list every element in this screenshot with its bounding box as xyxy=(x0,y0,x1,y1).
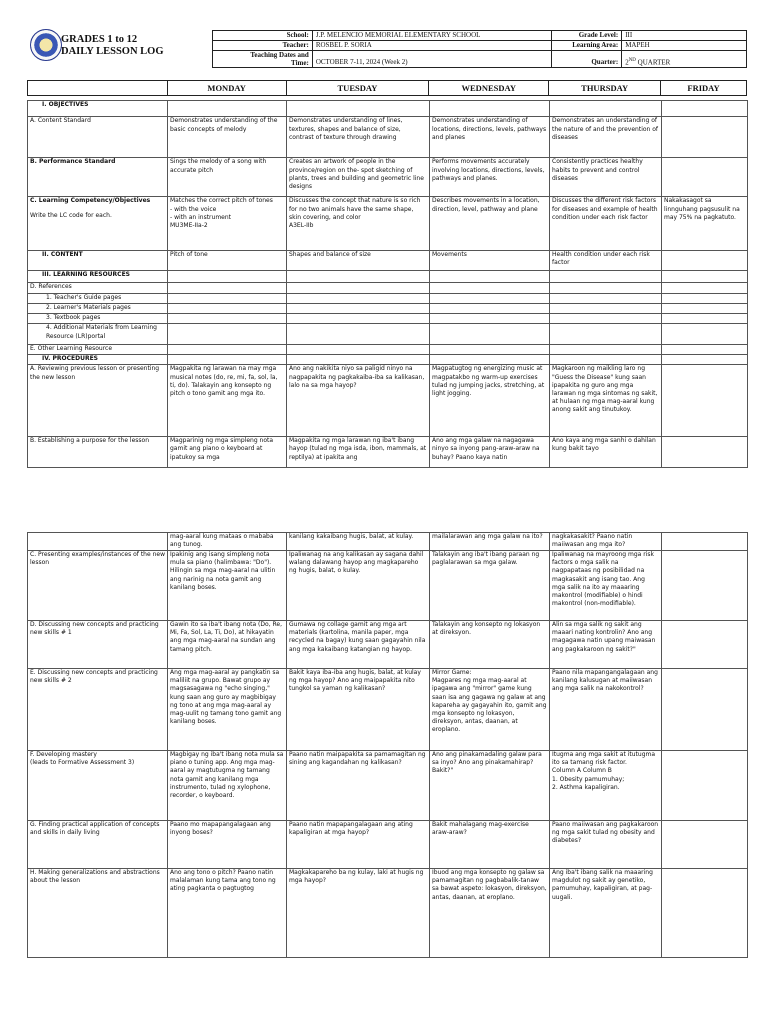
row-label: D. Discussing new concepts and practicing new skills # 1 xyxy=(28,621,168,669)
cell: Matches the correct pitch of tones - with the voice - with an instrument MU3ME-IIa-2 xyxy=(168,197,287,250)
cell: Nakakasagot sa linnguhang pagsusulit na may 75% na pagkatuto. xyxy=(662,197,748,250)
lesson-table-page2 xyxy=(27,532,748,958)
cell xyxy=(168,355,287,365)
cell: Magpakita ng larawan na may mga musical notes (do, re, mi, fa, sol, la, ti, do). Talakayin ang konsepto ng pitch o tono gamit ang mga ito. xyxy=(168,365,287,437)
row-label: 1. Teacher's Guide pages xyxy=(28,293,168,303)
row-label: A. Content Standard xyxy=(28,117,168,158)
school-value: J.P. MELENCIO MEMORIAL ELEMENTARY SCHOOL xyxy=(312,31,551,41)
row-label: C. Presenting examples/instances of the new lesson xyxy=(28,551,168,621)
cell xyxy=(662,324,748,345)
cell: Ipakinig ang isang simpleng nota mula sa piano (halimbawa: "Do"). Hilingin sa mga mag-aaral na ulitin ang narinig na nota gamit ang kanilang boses. xyxy=(168,551,287,621)
cell: Ibuod ang mga konsepto ng galaw sa pamamagitan ng pagbabalik-tanaw sa bawat aspeto: lokasyon, direksyon, antas, daanan, at eroplano. xyxy=(430,869,550,958)
row-label: I. OBJECTIVES xyxy=(28,101,168,117)
cell xyxy=(430,271,550,283)
cell: Magkakapareho ba ng kulay, laki at hugis ng mga hayop? xyxy=(287,869,430,958)
cell xyxy=(430,355,550,365)
cell xyxy=(550,293,662,303)
cell: Pitch of tone xyxy=(168,250,287,271)
day-header: FRIDAY xyxy=(661,81,747,96)
cell xyxy=(550,324,662,345)
lc-label: C. Learning Competency/Objectives xyxy=(30,197,151,205)
cell xyxy=(662,551,748,621)
cell xyxy=(662,821,748,869)
row-label: 2. Learner's Materials pages xyxy=(28,303,168,313)
cell xyxy=(662,437,748,468)
cell xyxy=(662,250,748,271)
day-header: MONDAY xyxy=(167,81,286,96)
lesson-table-page1 xyxy=(27,100,748,468)
cell xyxy=(662,344,748,354)
cell: Paano natin maipapakita sa pamamagitan ng sining ang kagandahan ng kalikasan? xyxy=(287,751,430,821)
cell: Magpakita ng mga larawan ng iba't ibang hayop (tulad ng mga isda, ibon, mammals, at reptilya) at ipakita ang xyxy=(287,437,430,468)
row-label: II. CONTENT xyxy=(28,250,168,271)
cell: Gumawa ng collage gamit ang mga art materials (kartolina, manila paper, mga recycled na bagay) kung saan gagayahin nila ang mga kakaibang katangian ng hayop. xyxy=(287,621,430,669)
cell: Demonstrates an understanding of the nature of and the prevention of diseases xyxy=(550,117,662,158)
cell xyxy=(550,283,662,293)
cell: Ano ang mga galaw na nagagawa ninyo sa inyong pang-araw-araw na buhay? Paano kaya natin xyxy=(430,437,550,468)
area-value: MAPEH xyxy=(622,41,747,51)
cell xyxy=(662,293,748,303)
cell xyxy=(550,344,662,354)
cell xyxy=(550,314,662,324)
row-label: IV. PROCEDURES xyxy=(28,355,168,365)
cell xyxy=(287,344,430,354)
dates-value: OCTOBER 7-11, 2024 (Week 2) xyxy=(312,51,551,68)
cell: Consistently practices healthy habits to prevent and control diseases xyxy=(550,158,662,197)
grade-value: III xyxy=(622,31,747,41)
cell: Ano ang pinakamadaling galaw para sa inyo? Ano ang pinakamahirap? Bakit?" xyxy=(430,751,550,821)
title-line-2: DAILY LESSON LOG xyxy=(61,46,164,57)
cell xyxy=(168,271,287,283)
row-label: E. Discussing new concepts and practicing new skills # 2 xyxy=(28,669,168,751)
cell xyxy=(662,621,748,669)
day-header: WEDNESDAY xyxy=(429,81,549,96)
cell xyxy=(550,101,662,117)
row-label: B. Establishing a purpose for the lesson xyxy=(28,437,168,468)
cell: Talakayin ang iba't ibang paraan ng paglalarawan sa mga galaw. xyxy=(430,551,550,621)
cell: Alin sa mga salik ng sakit ang maaari nating kontrolin? Ano ang magagawa natin upang maiwasan ang pagkakaroon ng sakit?" xyxy=(550,621,662,669)
row-label: A. Reviewing previous lesson or presenting the new lesson xyxy=(28,365,168,437)
quarter-suffix: ND xyxy=(628,57,636,63)
cell: Paano maiiwasan ang pagkakaroon ng mga sakit tulad ng obesity and diabetes? xyxy=(550,821,662,869)
cell: Discusses the different risk factors for diseases and example of health condition under each risk factor xyxy=(550,197,662,250)
row-label: D. References xyxy=(28,283,168,293)
cell xyxy=(430,101,550,117)
cell: Itugma ang mga sakit at itutugma ito sa tamang risk factor. Column A Column B 1. Obesity pamumuhay; 2. Asthma kapaligiran. xyxy=(550,751,662,821)
cell xyxy=(662,117,748,158)
row-label: G. Finding practical application of concepts and skills in daily living xyxy=(28,821,168,869)
cell: Magbigay ng iba't ibang nota mula sa piano o tuning app. Ang mga mag-aaral ay magtutugma ng tamang nota gamit ang kanilang mga instrumento, tulad ng xylophone, recorder, o keyboard. xyxy=(168,751,287,821)
row-label: III. LEARNING RESOURCES xyxy=(28,271,168,283)
cell xyxy=(287,101,430,117)
cell: Ang mga mag-aaral ay pangkatin sa maliliit na grupo. Bawat grupo ay magsasagawa ng "echo singing," kung saan ang guro ay magbibigay ng tono at ang mga mag-aaral ay mag-uulit ng tamang tono gamit ang kanilang boses. xyxy=(168,669,287,751)
cell xyxy=(662,158,748,197)
cell: Health condition under each risk factor xyxy=(550,250,662,271)
cell: Paano mo mapapangalagaan ang inyong boses? xyxy=(168,821,287,869)
row-label: B. Performance Standard xyxy=(28,158,168,197)
cell: Creates an artwork of people in the province/region on the- spot sketching of plants, trees and building and geometric line designs xyxy=(287,158,430,197)
cell: Gawin ito sa iba't ibang nota (Do, Re, Mi, Fa, Sol, La, Ti, Do), at hikayatin ang mga mag-aaral na sundan ang tamang pitch. xyxy=(168,621,287,669)
quarter-text: QUARTER xyxy=(635,58,671,66)
cell xyxy=(287,303,430,313)
form-title xyxy=(61,34,164,58)
cell xyxy=(662,355,748,365)
cell: Movements xyxy=(430,250,550,271)
quarter-number: 2 xyxy=(625,58,629,66)
cell: Paano nila mapangangalagaan ang kanilang kalusugan at maiiwasan ang mga salik na nakokontrol? xyxy=(550,669,662,751)
row-label xyxy=(28,533,168,551)
cell xyxy=(662,365,748,437)
cell: Performs movements accurately involving locations, directions, levels, pathways and planes. xyxy=(430,158,550,197)
cell xyxy=(168,303,287,313)
day-header: TUESDAY xyxy=(286,81,429,96)
day-header-blank xyxy=(28,81,168,96)
lc-note: Write the LC code for each. xyxy=(30,211,112,219)
area-label: Learning Area: xyxy=(552,41,622,51)
cell xyxy=(430,324,550,345)
cell xyxy=(662,751,748,821)
cell: kanilang kakaibang hugis, balat, at kulay. xyxy=(287,533,430,551)
cell xyxy=(168,344,287,354)
cell xyxy=(662,271,748,283)
row-label: E. Other Learning Resource xyxy=(28,344,168,354)
cell: Demonstrates understanding of the basic concepts of melody xyxy=(168,117,287,158)
cell xyxy=(550,271,662,283)
cell: Ipaliwanag na mayroong mga risk factors o mga salik na nagpapataas ng posibilidad na magkasakit ang isang tao. Ang mga salik na ito ay maaaring makontrol (modifiable) o hindi makontrol (non-modifiable). xyxy=(550,551,662,621)
cell: Magkaroon ng maikling laro ng "Guess the Disease" kung saan ipapakita ng guro ang mga larawan ng mga sintomas ng sakit, at hulaan ng mga mag-aaral kung anong sakit ang tinutukoy. xyxy=(550,365,662,437)
cell xyxy=(662,303,748,313)
cell xyxy=(168,283,287,293)
cell xyxy=(430,293,550,303)
cell xyxy=(430,303,550,313)
cell xyxy=(168,324,287,345)
cell xyxy=(662,283,748,293)
cell: Discusses the concept that nature is so rich for no two animals have the same shape, skin covering, and color A3EL-IIb xyxy=(287,197,430,250)
cell: mag-aaral kung mataas o mababa ang tunog. xyxy=(168,533,287,551)
cell: Ang iba't ibang salik na maaaring magdulot ng sakit ay genetiko, pamumuhay, kapaligiran, at pag-uugali. xyxy=(550,869,662,958)
teacher-value: ROSBEL P. SORIA xyxy=(312,41,551,51)
cell xyxy=(287,271,430,283)
cell xyxy=(287,324,430,345)
cell: Demonstrates understanding of lines, textures, shapes and balance of size, contrast of texture through drawing xyxy=(287,117,430,158)
cell: Describes movements in a location, direction, level, pathway and plane xyxy=(430,197,550,250)
day-header: THURSDAY xyxy=(549,81,661,96)
quarter-label: Quarter: xyxy=(552,51,622,68)
cell xyxy=(430,314,550,324)
info-table xyxy=(212,30,747,68)
cell xyxy=(662,533,748,551)
cell: Ano kaya ang mga sanhi o dahilan kung bakit tayo xyxy=(550,437,662,468)
cell xyxy=(168,293,287,303)
cell: Shapes and balance of size xyxy=(287,250,430,271)
cell xyxy=(287,283,430,293)
cell xyxy=(550,355,662,365)
cell xyxy=(430,283,550,293)
dates-label-line2: Time: xyxy=(291,59,309,67)
cell: mailalarawan ang mga galaw na ito? xyxy=(430,533,550,551)
dates-label xyxy=(213,51,313,68)
dates-label-line1: Teaching Dates and xyxy=(250,51,309,59)
cell xyxy=(662,669,748,751)
cell xyxy=(168,101,287,117)
grade-label: Grade Level: xyxy=(552,31,622,41)
cell xyxy=(287,355,430,365)
cell xyxy=(662,869,748,958)
cell: Bakit mahalagang mag-exercise araw-araw? xyxy=(430,821,550,869)
cell xyxy=(430,344,550,354)
cell: nagkakasakit? Paano natin maiiwasan ang mga ito? xyxy=(550,533,662,551)
row-label: 4. Additional Materials from Learning Resource (LR)portal xyxy=(28,324,168,345)
row-label: H. Making generalizations and abstractions about the lesson xyxy=(28,869,168,958)
day-header-row xyxy=(27,80,747,96)
cell xyxy=(287,293,430,303)
cell xyxy=(550,303,662,313)
cell: Ipaliwanag na ang kalikasan ay sagana dahil walang dalawang hayop ang magkapareho ng hugis, balat, o kulay. xyxy=(287,551,430,621)
row-label xyxy=(28,197,168,250)
teacher-label: Teacher: xyxy=(213,41,313,51)
cell: Paano natin mapapangalagaan ang ating kapaligiran at mga hayop? xyxy=(287,821,430,869)
cell: Magparinig ng mga simpleng nota gamit ang piano o keyboard at ipatukoy sa mga xyxy=(168,437,287,468)
cell: Demonstrates understanding of locations, directions, levels, pathways and planes xyxy=(430,117,550,158)
cell xyxy=(662,101,748,117)
cell: Sings the melody of a song with accurate pitch xyxy=(168,158,287,197)
cell xyxy=(168,314,287,324)
cell xyxy=(287,314,430,324)
row-label: F. Developing mastery (leads to Formative Assessment 3) xyxy=(28,751,168,821)
quarter-value xyxy=(622,51,747,68)
row-label: 3. Textbook pages xyxy=(28,314,168,324)
cell: Talakayin ang konsepto ng lokasyon at direksyon. xyxy=(430,621,550,669)
cell: Ano ang tono o pitch? Paano natin malalaman kung tama ang tono ng ating pagkanta o pagtugtog xyxy=(168,869,287,958)
cell: Mirror Game: Magpares ng mga mag-aaral at ipagawa ang "mirror" game kung saan isa ang gagawa ng galaw at ang kapareha ay gagayahin ito, gamit ang mga konsepto ng lokasyon, direksyon, antas, daanan, at eroplano. xyxy=(430,669,550,751)
cell: Ano ang nakikita niyo sa paligid ninyo na nagpapakita ng pagkakaiba-iba sa kalikasan, lalo na sa mga hayop? xyxy=(287,365,430,437)
cell: Magpatugtog ng energizing music at magpatakbo ng warm-up exercises tulad ng jumping jacks, stretching, at light jogging. xyxy=(430,365,550,437)
cell xyxy=(662,314,748,324)
school-label: School: xyxy=(213,31,313,41)
cell: Bakit kaya iba-iba ang hugis, balat, at kulay ng mga hayop? Ano ang maipapakita nito tungkol sa yaman ng kalikasan? xyxy=(287,669,430,751)
deped-seal-icon xyxy=(30,29,62,61)
title-line-1: GRADES 1 to 12 xyxy=(61,34,138,45)
